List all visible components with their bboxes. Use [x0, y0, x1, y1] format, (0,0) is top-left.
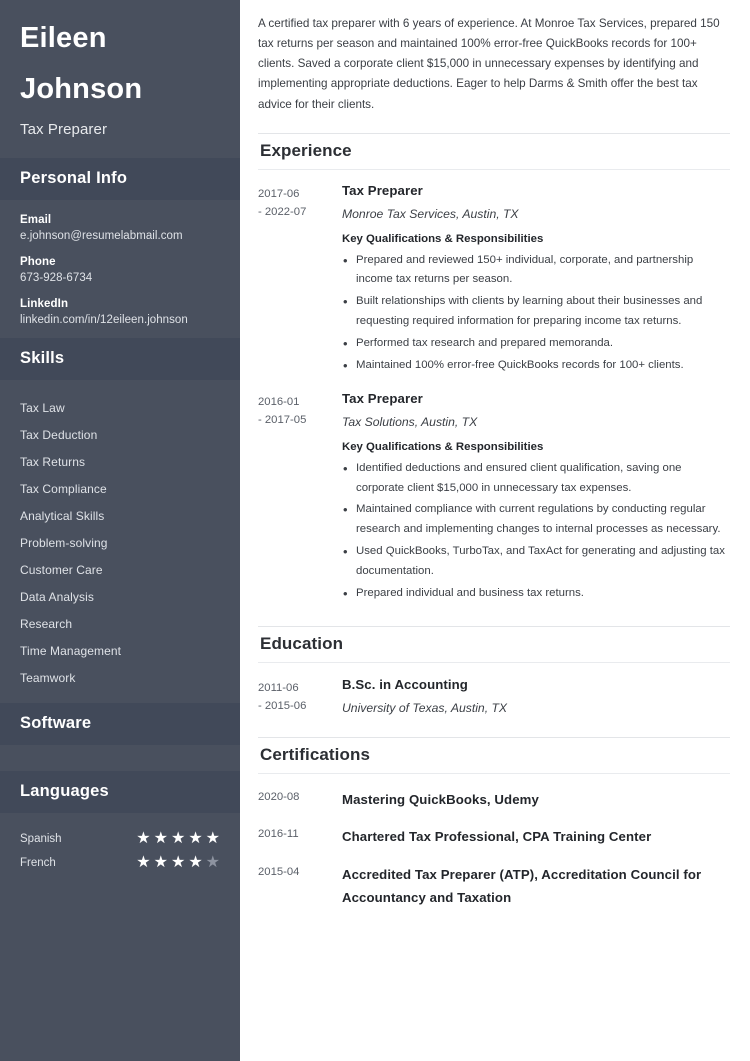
- contact-label: Phone: [20, 256, 56, 268]
- language-item-spanish: [20, 827, 220, 851]
- date-end: - 2022-07: [258, 205, 307, 218]
- certification-name: Mastering QuickBooks, Udemy: [342, 791, 539, 807]
- certification-date: 2020-08: [258, 790, 300, 803]
- star-icon: ★: [136, 854, 151, 871]
- contact-value-phone[interactable]: 673-928-6734: [20, 272, 93, 284]
- language-item-french: [20, 851, 220, 875]
- star-icon: ★: [205, 830, 220, 847]
- experience-entry: [258, 170, 730, 378]
- contact-item-phone: [20, 256, 220, 284]
- language-rating-stars: [136, 855, 220, 871]
- language-name: French: [20, 857, 56, 869]
- contact-item-linkedin: [20, 298, 220, 326]
- software-list: [0, 745, 240, 771]
- star-icon: ★: [136, 830, 151, 847]
- education-entry: [258, 663, 730, 719]
- date-start: 2011-06: [258, 681, 299, 694]
- star-icon-empty: ★: [205, 854, 220, 871]
- skill-item: Data Analysis: [20, 589, 95, 604]
- sidebar: [0, 0, 240, 1061]
- bullet-item: • Prepared individual and business tax returns.: [342, 584, 730, 604]
- professional-summary: A certified tax preparer with 6 years of experience. At Monroe Tax Services, prepared 150 tax returns per season and maintained 100% error-free QuickBooks records for 100+ clients. Saved a corporate client $15,000 in unnecessary expenses by identifying and implementing appropriate deductions. Eager to help Darms & Smith offer the best tax advice for their clients.: [258, 17, 720, 111]
- certification-name: Accredited Tax Preparer (ATP), Accreditation Council for Accountancy and Taxation: [342, 867, 702, 905]
- section-title-education: Education: [258, 626, 730, 663]
- sidebar-section-header-software: Software: [0, 703, 240, 745]
- bullet-item: • Used QuickBooks, TurboTax, and TaxAct for generating and adjusting tax documentation.: [342, 542, 730, 582]
- spacer: [258, 725, 730, 737]
- first-name: Eileen: [20, 22, 107, 54]
- contact-label: Email: [20, 214, 52, 226]
- language-rating-stars: [136, 831, 220, 847]
- skill-item: Problem-solving: [20, 535, 108, 550]
- date-end: - 2017-05: [258, 413, 307, 426]
- section-title-experience: Experience: [258, 133, 730, 170]
- last-name: Johnson: [20, 73, 143, 105]
- contact-label: LinkedIn: [20, 298, 69, 310]
- bullets-label: Key Qualifications & Responsibilities: [342, 440, 544, 453]
- date-start: 2017-06: [258, 187, 300, 200]
- skill-item: Tax Returns: [20, 454, 86, 469]
- certification-entry: [258, 811, 730, 849]
- contact-item-email: [20, 214, 220, 242]
- main-content: [240, 0, 750, 1061]
- section-certifications: [258, 737, 730, 910]
- bullets-label: Key Qualifications & Responsibilities: [342, 232, 544, 245]
- certification-date: 2016-11: [258, 828, 299, 841]
- bullet-item: • Performed tax research and prepared memoranda.: [342, 334, 730, 354]
- experience-entry-body: [342, 391, 730, 606]
- experience-entry-dates: [258, 183, 342, 222]
- experience-entry: [258, 378, 730, 606]
- section-experience: [258, 133, 730, 606]
- skill-item: Tax Law: [20, 400, 65, 415]
- job-role: Tax Preparer: [342, 390, 423, 406]
- bullet-item: • Maintained 100% error-free QuickBooks records for 100+ clients.: [342, 356, 730, 376]
- education-entry-body: [342, 677, 730, 719]
- personal-info-list: [0, 200, 240, 338]
- languages-list: [0, 813, 240, 887]
- star-icon: ★: [170, 854, 186, 871]
- job-organization: Monroe Tax Services, Austin, TX: [342, 206, 519, 221]
- contact-value-linkedin[interactable]: linkedin.com/in/12eileen.johnson: [20, 314, 188, 326]
- skill-item: Customer Care: [20, 562, 103, 577]
- date-end: - 2015-06: [258, 699, 307, 712]
- sidebar-section-header-personal-info: Personal Info: [0, 158, 240, 200]
- star-icon: ★: [188, 854, 203, 871]
- star-icon: ★: [153, 830, 168, 847]
- skill-item: Research: [20, 616, 73, 631]
- skills-list: [0, 380, 240, 703]
- education-entry-dates: [258, 677, 342, 716]
- skill-item: Teamwork: [20, 670, 76, 685]
- bullet-item: • Maintained compliance with current regulations by conducting regular research and implementing changes to internal processes as necessary.: [342, 500, 730, 540]
- sidebar-section-header-skills: Skills: [0, 338, 240, 380]
- identity-block: [0, 0, 240, 158]
- section-title-certifications: Certifications: [258, 737, 730, 774]
- skill-item: Time Management: [20, 643, 122, 658]
- skill-item: Tax Compliance: [20, 481, 107, 496]
- job-role: Tax Preparer: [342, 182, 423, 198]
- institution-name: University of Texas, Austin, TX: [342, 700, 508, 715]
- date-start: 2016-01: [258, 395, 300, 408]
- certification-name: Chartered Tax Professional, CPA Training Center: [342, 829, 652, 845]
- experience-entry-dates: [258, 391, 342, 430]
- experience-entry-body: [342, 183, 730, 378]
- spacer: [258, 612, 730, 626]
- job-organization: Tax Solutions, Austin, TX: [342, 414, 478, 429]
- star-icon: ★: [188, 830, 203, 847]
- sidebar-section-header-languages: Languages: [0, 771, 240, 813]
- bullet-item: • Built relationships with clients by learning about their businesses and requesting required information for preparing income tax returns.: [342, 292, 730, 332]
- section-education: [258, 626, 730, 719]
- degree-title: B.Sc. in Accounting: [342, 676, 468, 692]
- certification-entry: [258, 774, 730, 812]
- job-title: Tax Preparer: [20, 121, 108, 138]
- star-icon: ★: [170, 830, 186, 847]
- bullet-item: • Prepared and reviewed 150+ individual, corporate, and partnership income tax returns per season.: [342, 251, 730, 291]
- star-icon: ★: [153, 854, 168, 871]
- contact-value-email[interactable]: e.johnson@resumelabmail.com: [20, 230, 183, 242]
- certification-date: 2015-04: [258, 866, 300, 878]
- language-name: Spanish: [20, 833, 62, 845]
- skill-item: Tax Deduction: [20, 427, 98, 442]
- job-bullets: [342, 459, 730, 604]
- certification-entry: [258, 849, 730, 909]
- skill-item: Analytical Skills: [20, 508, 105, 523]
- bullet-item: • Identified deductions and ensured client qualification, saving one corporate client $15,000 in unnecessary tax expenses.: [342, 459, 730, 499]
- job-bullets: [342, 251, 730, 376]
